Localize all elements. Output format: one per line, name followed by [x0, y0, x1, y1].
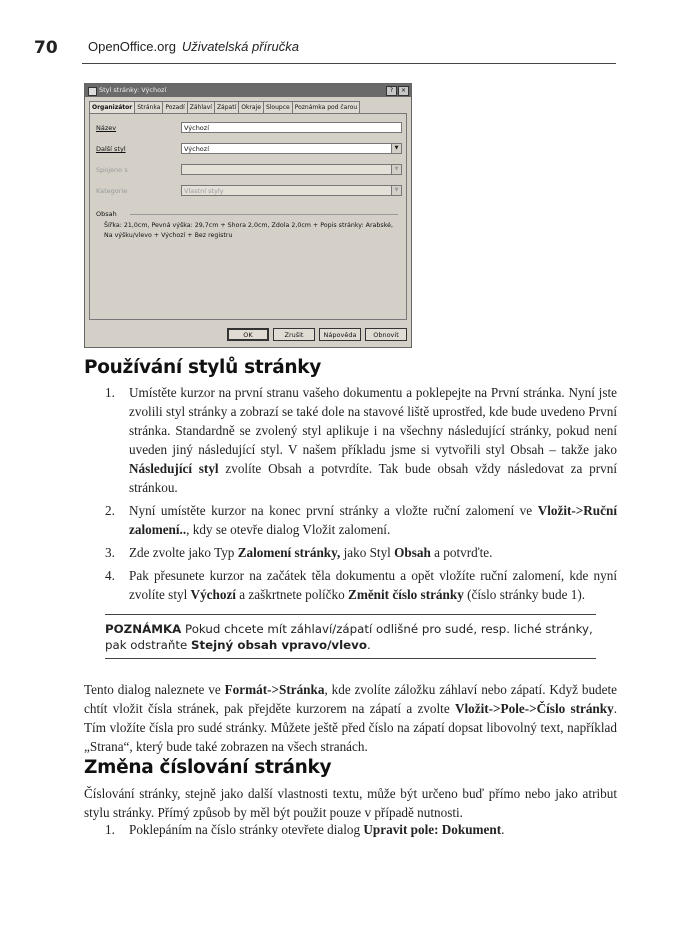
text-run: . Tím vložíte čísla pro sudé stránky. Můžete ještě před číslo na zápatí dopsat libovolný text, například „Strana“, který bude také zobrazen na všech stranách. — [84, 701, 617, 754]
text-run: . — [501, 822, 505, 837]
list-item — [105, 501, 617, 539]
text-run: zvolíte Obsah a potvrdíte. Tak bude obsah vždy následovat za první stránkou. — [129, 461, 617, 495]
tab-columns[interactable]: Sloupce — [263, 101, 293, 113]
text-run: a zaškrtnete políčko — [235, 587, 349, 602]
next-style-value: Výchozí — [184, 145, 210, 153]
text-run: , kdy se otevře dialog Vložit zalomení. — [186, 522, 391, 537]
tab-organizer[interactable]: Organizátor — [89, 101, 135, 113]
tab-footnote[interactable]: Poznámka pod čarou — [292, 101, 360, 113]
contents-text — [104, 221, 400, 241]
text-run: Pak přesunete kurzor na začátek těla dokumentu a opět vložíte ruční zalomení, kde nyní zvolíte styl — [129, 568, 617, 602]
list-item — [105, 543, 617, 562]
field-row-linked — [96, 164, 402, 177]
bold-text: Formát->Stránka — [224, 682, 325, 697]
steps-list — [105, 820, 617, 843]
book-subtitle: Uživatelská příručka — [181, 39, 299, 54]
page-number: 70 — [34, 38, 58, 58]
dialog-title: Styl stránky: Výchozí — [99, 86, 167, 94]
list-item — [105, 566, 617, 604]
list-item — [105, 383, 617, 497]
text-run: Zde zvolte jako Typ — [129, 545, 238, 560]
bold-text: Výchozí — [190, 587, 236, 602]
contents-divider — [130, 214, 398, 215]
text-run: Umístěte kurzor na první stranu vašeho dokumentu a poklepejte na První stránka. Nyní jste zvolili styl stránky a zobrazí se také dole na stavové liště uprostřed, kde bude uvedeno První stránka. Standardně se zvolený styl aplikuje i na všechny následující stránky, pokud není uveden jiný následující styl. V našem příkladu jsme si vytvořili styl Obsah – takže jako — [129, 385, 617, 457]
window-buttons — [386, 86, 409, 96]
text-run: Nyní umístěte kurzor na konec první stránky a vložte ruční zalomení ve — [129, 503, 538, 518]
bold-text: Vložit->Pole->Číslo stránky — [454, 701, 614, 716]
tab-footer[interactable]: Zápatí — [214, 101, 239, 113]
list-number: 3. — [105, 545, 115, 560]
text-run: Tento dialog naleznete ve — [84, 682, 225, 697]
tab-header[interactable]: Záhlaví — [187, 101, 215, 113]
app-icon — [88, 87, 97, 96]
bold-text: Následující styl — [129, 461, 219, 476]
chevron-down-icon[interactable]: ▼ — [391, 144, 401, 153]
list-item — [105, 820, 617, 839]
note-text: Pokud chcete mít záhlaví/zápatí odlišné pro sudé, resp. liché stránky, pak odstraňte — [105, 622, 593, 652]
name-label: Název — [96, 124, 117, 132]
page-style-dialog — [84, 83, 412, 348]
name-input[interactable]: Výchozí — [181, 122, 402, 133]
text-run: jako Styl — [340, 545, 395, 560]
note-label: POZNÁMKA — [105, 622, 182, 636]
cancel-button[interactable]: Zrušit — [273, 328, 315, 341]
ok-button[interactable]: OK — [227, 328, 269, 341]
tab-page[interactable]: Stránka — [134, 101, 163, 113]
header-rule — [82, 63, 616, 64]
running-title — [88, 39, 299, 54]
book-title: OpenOffice.org — [88, 39, 176, 54]
dialog-buttons — [227, 328, 407, 341]
bold-text: Obsah — [394, 545, 431, 560]
note-end: . — [366, 638, 371, 652]
contents-label: Obsah — [96, 210, 117, 218]
body-paragraph: Číslování stránky, stejně jako další vlastnosti textu, může být určeno buď přímo nebo jako atribut stylu stránky. Přímý způsob by měl být použit pouze v případě nutnosti. — [84, 786, 617, 820]
list-number: 4. — [105, 568, 115, 583]
next-style-select[interactable] — [181, 143, 402, 154]
tab-background[interactable]: Pozadí — [162, 101, 187, 113]
organizer-panel — [89, 113, 407, 320]
section-heading: Používání stylů stránky — [84, 357, 322, 378]
field-row-next-style — [96, 143, 402, 156]
bold-text: Změnit číslo stránky — [348, 587, 464, 602]
steps-list — [105, 383, 617, 608]
reset-button[interactable]: Obnovit — [365, 328, 407, 341]
note-box — [105, 614, 596, 659]
category-value: Vlastní styly — [184, 187, 224, 195]
text-run: , kde zvolíte záložku záhlaví nebo zápatí. Když budete chtít vložit čísla stránek, pak přejděte kurzorem na zápatí a zvolte — [84, 682, 618, 716]
linked-label: Spojeno s — [96, 166, 128, 174]
close-icon[interactable]: × — [398, 86, 409, 96]
dialog-titlebar — [85, 84, 411, 97]
dialog-tabs — [89, 101, 359, 113]
text-run: Poklepáním na číslo stránky otevřete dialog — [129, 822, 364, 837]
bold-text: Zalomení stránky, — [237, 545, 341, 560]
bold-text: Upravit pole: Dokument — [363, 822, 502, 837]
category-select — [181, 185, 402, 196]
bold-text: Vložit->Ruční zalomení.. — [129, 503, 617, 537]
list-number: 1. — [105, 822, 115, 837]
linked-select — [181, 164, 402, 175]
text-run: a potvrďte. — [430, 545, 493, 560]
page-header — [34, 36, 616, 64]
help-button[interactable]: Nápověda — [319, 328, 361, 341]
next-style-label: Další styl — [96, 145, 126, 153]
category-label: Kategorie — [96, 187, 128, 195]
note-emphasis: Stejný obsah vpravo/vlevo — [190, 638, 367, 652]
tab-borders[interactable]: Okraje — [238, 101, 264, 113]
list-number: 1. — [105, 385, 115, 400]
contents-line: Na výšku/vlevo + Výchozí + Bez registru — [104, 232, 233, 239]
field-row-name — [96, 122, 402, 135]
help-icon[interactable]: ? — [386, 86, 397, 96]
list-number: 2. — [105, 503, 115, 518]
text-run: (číslo stránky bude 1). — [463, 587, 586, 602]
section-heading: Změna číslování stránky — [84, 757, 332, 778]
body-paragraph — [84, 680, 617, 756]
chevron-down-icon: ▼ — [391, 186, 401, 195]
field-row-category — [96, 185, 402, 198]
contents-line: Šířka: 21,0cm, Pevná výška: 29,7cm + Shora 2,0cm, Zdola 2,0cm + Popis stránky: Arabské, — [104, 222, 393, 229]
chevron-down-icon: ▼ — [391, 165, 401, 174]
